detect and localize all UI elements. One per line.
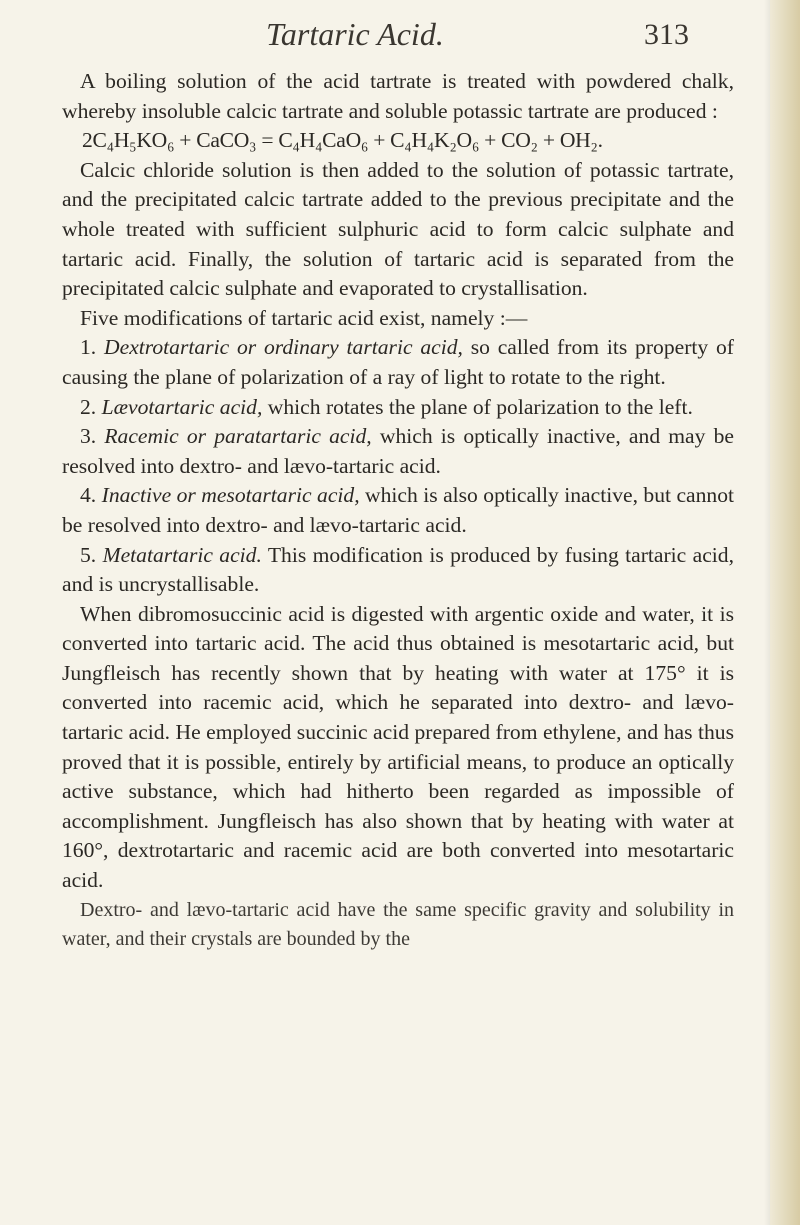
- page-number: 313: [644, 18, 689, 51]
- item-number: 4.: [80, 483, 97, 508]
- modification-item: [62, 422, 734, 481]
- modification-item: [62, 541, 734, 600]
- item-text: so called from its property of causing the plane of polarization of a ray of light to rotate to the right.: [62, 335, 734, 389]
- paragraph-five-modifications: Five modifications of tartaric acid exist, namely :—: [80, 305, 528, 330]
- item-number: 5.: [80, 542, 97, 567]
- item-text: which is also optically inactive, but cannot be resolved into dextro- and lævo-tartaric acid.: [62, 483, 735, 537]
- modification-item: [62, 333, 734, 392]
- paragraph-specific-gravity: Dextro- and lævo-tartaric acid have the same specific gravity and solubility in water, and their crystals are bounded by the: [62, 898, 734, 951]
- item-name: Racemic or paratartaric acid,: [104, 424, 372, 449]
- item-name: Inactive or mesotartaric acid,: [101, 483, 360, 508]
- paragraph-calcic-chloride: Calcic chloride solution is then added to the solution of potassic tartrate, and the precipitated calcic tartrate added to the previous precipitate and the whole treated with sufficient sulphuric acid to form calcic sulphate and tartaric acid. Finally, the solution of tartaric acid is separated from the precipitated calcic sulphate and evaporated to crystallisation.: [62, 157, 734, 301]
- item-name: Metatartaric acid.: [102, 542, 262, 567]
- item-name: Lævotartaric acid,: [101, 394, 263, 419]
- item-text: This modification is produced by fusing tartaric acid, and is uncrystallisable.: [62, 542, 734, 597]
- paragraph-chalk-treatment: A boiling solution of the acid tartrate is treated with powdered chalk, whereby insoluble calcic tartrate and soluble potassic tartrate are produced :: [62, 69, 734, 123]
- modification-item: [62, 393, 734, 423]
- item-name: Dextrotartaric or ordinary tartaric acid,: [104, 335, 463, 360]
- body-text: [62, 67, 734, 955]
- running-title: Tartaric Acid.: [266, 16, 444, 52]
- paragraph-jungfleisch: When dibromosuccinic acid is digested with argentic oxide and water, it is converted into tartaric acid. The acid thus obtained is mesotartaric acid, but Jungfleisch has recently shown that by heating with water at 175° it is converted into racemic acid, which he separated into dextro- and lævo-tartaric acid. He employed succinic acid prepared from ethylene, and has thus proved that it is possible, entirely by artificial means, to produce an optically active substance, which had hitherto been regarded as impossible of accomplishment. Jungfleisch has also shown that by heating with water at 160°, dextrotartaric and racemic acid are both converted into mesotartaric acid.: [62, 601, 734, 893]
- item-text: which rotates the plane of polarization to the left.: [262, 394, 693, 419]
- modification-item: [62, 481, 734, 540]
- running-header: [0, 10, 760, 56]
- item-text: which is optically inactive, and may be resolved into dextro- and lævo-tartaric acid.: [62, 424, 734, 478]
- item-number: 2.: [80, 394, 97, 419]
- item-number: 1.: [80, 335, 97, 360]
- page-edge: [770, 0, 800, 1225]
- chemical-equation: 2C₄H₅KO₆ + CaCO₃ = C₄H₄CaO₆ + C₄H₄K₂O₆ + CO₂ + OH₂.: [82, 128, 603, 153]
- item-number: 3.: [80, 424, 97, 449]
